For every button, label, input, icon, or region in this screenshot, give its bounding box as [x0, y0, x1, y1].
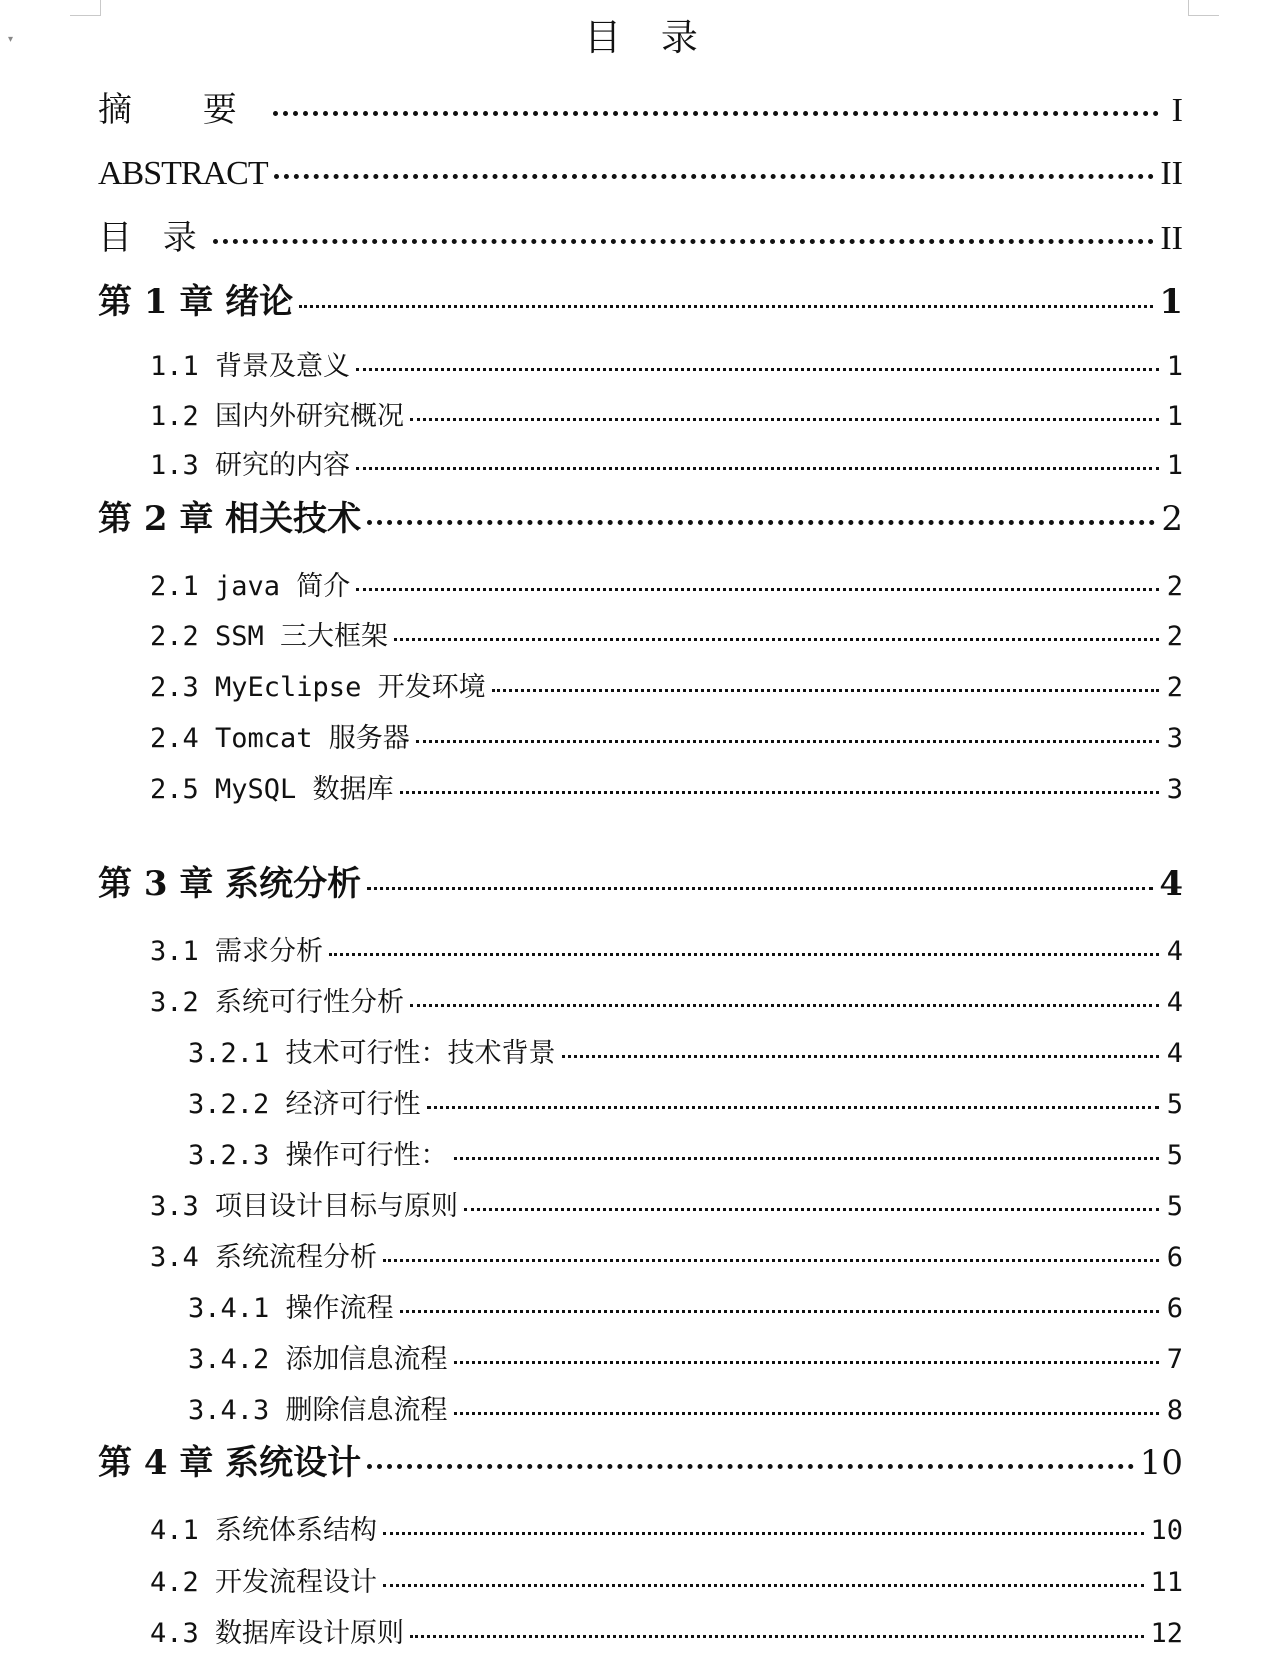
toc-entry-1-2[interactable]: [150, 398, 1183, 446]
toc-entry-label: 2.2 SSM 三大框架: [150, 621, 389, 652]
toc-entry-label: 3.2.2 经济可行性: [188, 1089, 421, 1120]
toc-entry-2-4[interactable]: [150, 720, 1183, 768]
toc-page-number: 5: [1166, 1089, 1183, 1120]
toc-dot-leader: [400, 791, 1159, 794]
toc-page-number: 2: [1166, 571, 1183, 602]
toc-dot-leader: [410, 1635, 1144, 1638]
toc-entry-2-5[interactable]: [150, 771, 1183, 819]
toc-dot-leader: [410, 1004, 1159, 1007]
toc-page-number: 1: [1166, 450, 1183, 481]
toc-entry-label: 3.3 项目设计目标与原则: [150, 1191, 459, 1222]
toc-entry-label: 3.2.3 操作可行性：: [188, 1140, 448, 1171]
toc-dot-leader: [367, 1464, 1134, 1469]
toc-entry-label: 第 4 章 系统设计: [98, 1443, 362, 1483]
toc-entry-label: 3.1 需求分析: [150, 936, 324, 967]
toc-dot-leader: [394, 638, 1159, 641]
toc-entry-1-1[interactable]: [150, 348, 1183, 396]
toc-dot-leader: [454, 1157, 1159, 1160]
toc-page-number: 4: [1166, 1038, 1183, 1069]
toc-dot-leader: [562, 1055, 1159, 1058]
toc-dot-leader: [383, 1584, 1144, 1587]
toc-dot-leader: [274, 174, 1155, 179]
toc-entry-label: 3.4.1 操作流程: [188, 1293, 394, 1324]
toc-entry-3-4-1[interactable]: [188, 1290, 1183, 1338]
toc-page-number: 5: [1166, 1191, 1183, 1222]
toc-entry-label: 3.2.1 技术可行性：技术背景: [188, 1038, 556, 1069]
toc-entry-label: 2.3 MyEclipse 开发环境: [150, 672, 486, 703]
toc-entry-chapter-2[interactable]: [98, 497, 1183, 545]
toc-entry-abstract-cn[interactable]: [98, 88, 1183, 136]
toc-entry-3-2-2[interactable]: [188, 1086, 1183, 1134]
toc-page-number: 12: [1150, 1618, 1183, 1649]
toc-page-number: II: [1160, 155, 1183, 192]
toc-entry-chapter-3[interactable]: [98, 862, 1183, 910]
toc-dot-leader: [410, 418, 1159, 421]
toc-page-number: 6: [1166, 1293, 1183, 1324]
collapse-chevron-icon[interactable]: ▾: [8, 34, 14, 45]
toc-entry-label: 1.3 研究的内容: [150, 450, 351, 481]
toc-entry-2-3[interactable]: [150, 669, 1183, 717]
toc-entry-3-2-1[interactable]: [188, 1035, 1183, 1083]
toc-dot-leader: [356, 588, 1159, 591]
toc-entry-3-3[interactable]: [150, 1188, 1183, 1236]
toc-entry-label: 2.1 java 简介: [150, 571, 351, 602]
toc-entry-label: ABSTRACT: [98, 155, 268, 192]
toc-page-number: 3: [1166, 774, 1183, 805]
toc-dot-leader: [383, 1259, 1159, 1262]
toc-entry-label: 目 录: [98, 218, 207, 258]
toc-page-number: 8: [1166, 1395, 1183, 1426]
toc-entry-label: 第 2 章 相关技术: [98, 499, 362, 539]
toc-entry-label: 3.4 系统流程分析: [150, 1242, 378, 1273]
toc-entry-label: 3.4.3 删除信息流程: [188, 1395, 448, 1426]
toc-page-number: 1: [1159, 282, 1183, 322]
toc-page-number: 2: [1161, 499, 1183, 539]
toc-page-number: 1: [1166, 351, 1183, 382]
toc-dot-leader: [416, 740, 1159, 743]
toc-dot-leader: [383, 1532, 1144, 1535]
toc-entry-label: 2.5 MySQL 数据库: [150, 774, 394, 805]
toc-page-number: 4: [1166, 936, 1183, 967]
toc-entry-3-2[interactable]: [150, 984, 1183, 1032]
toc-page-number: 11: [1150, 1567, 1183, 1598]
toc-entry-4-1[interactable]: [150, 1512, 1183, 1560]
toc-page-number: 10: [1139, 1443, 1183, 1483]
toc-dot-leader: [356, 467, 1159, 470]
toc-entry-label: 3.4.2 添加信息流程: [188, 1344, 448, 1375]
toc-entry-label: 4.1 系统体系结构: [150, 1515, 378, 1546]
toc-entry-3-4[interactable]: [150, 1239, 1183, 1287]
toc-page-number: 10: [1150, 1515, 1183, 1546]
toc-entry-4-3[interactable]: [150, 1615, 1183, 1663]
toc-entry-label: 3.2 系统可行性分析: [150, 987, 405, 1018]
toc-dot-leader: [400, 1310, 1159, 1313]
toc-entry-3-2-3[interactable]: [188, 1137, 1183, 1185]
toc-entry-chapter-1[interactable]: [98, 280, 1183, 328]
toc-entry-3-4-3[interactable]: [188, 1392, 1183, 1440]
toc-page-number: 4: [1166, 987, 1183, 1018]
toc-page-number: 3: [1166, 723, 1183, 754]
toc-dot-leader: [213, 239, 1155, 244]
toc-page-number: 6: [1166, 1242, 1183, 1273]
toc-page-number: 7: [1166, 1344, 1183, 1375]
toc-entry-label: 2.4 Tomcat 服务器: [150, 723, 410, 754]
toc-entry-label: 第 3 章 系统分析: [98, 864, 362, 904]
page-title: 目 录: [584, 16, 712, 59]
toc-dot-leader: [427, 1106, 1159, 1109]
toc-dot-leader: [273, 111, 1159, 116]
toc-page-number: I: [1171, 92, 1183, 129]
toc-entry-3-4-2[interactable]: [188, 1341, 1183, 1389]
toc-dot-leader: [454, 1361, 1159, 1364]
toc-page-number: II: [1160, 220, 1183, 257]
toc-dot-leader: [367, 887, 1153, 890]
toc-dot-leader: [492, 689, 1159, 692]
toc-entry-4-2[interactable]: [150, 1564, 1183, 1612]
toc-entry-abstract-en[interactable]: [98, 152, 1183, 200]
toc-page-number: 2: [1166, 621, 1183, 652]
toc-entry-2-1[interactable]: [150, 568, 1183, 616]
toc-entry-label: 摘 要: [98, 90, 267, 130]
toc-entry-contents[interactable]: [98, 216, 1183, 264]
toc-entry-2-2[interactable]: [150, 618, 1183, 666]
toc-entry-1-3[interactable]: [150, 447, 1183, 495]
toc-entry-label: 4.3 数据库设计原则: [150, 1618, 405, 1649]
toc-entry-label: 1.2 国内外研究概况: [150, 401, 405, 432]
toc-dot-leader: [464, 1208, 1159, 1211]
toc-dot-leader: [356, 368, 1159, 371]
toc-page-number: 5: [1166, 1140, 1183, 1171]
toc-entry-label: 4.2 开发流程设计: [150, 1567, 378, 1598]
toc-dot-leader: [329, 953, 1159, 956]
toc-page-number: 2: [1166, 672, 1183, 703]
toc-entry-chapter-4[interactable]: [98, 1441, 1183, 1489]
toc-entry-label: 第 1 章 绪论: [98, 282, 294, 322]
toc-dot-leader: [367, 520, 1155, 525]
toc-page-number: 1: [1166, 401, 1183, 432]
toc-entry-3-1[interactable]: [150, 933, 1183, 981]
toc-dot-leader: [299, 305, 1153, 308]
toc-entry-label: 1.1 背景及意义: [150, 351, 351, 382]
toc-dot-leader: [454, 1412, 1159, 1415]
toc-page-number: 4: [1159, 864, 1183, 904]
